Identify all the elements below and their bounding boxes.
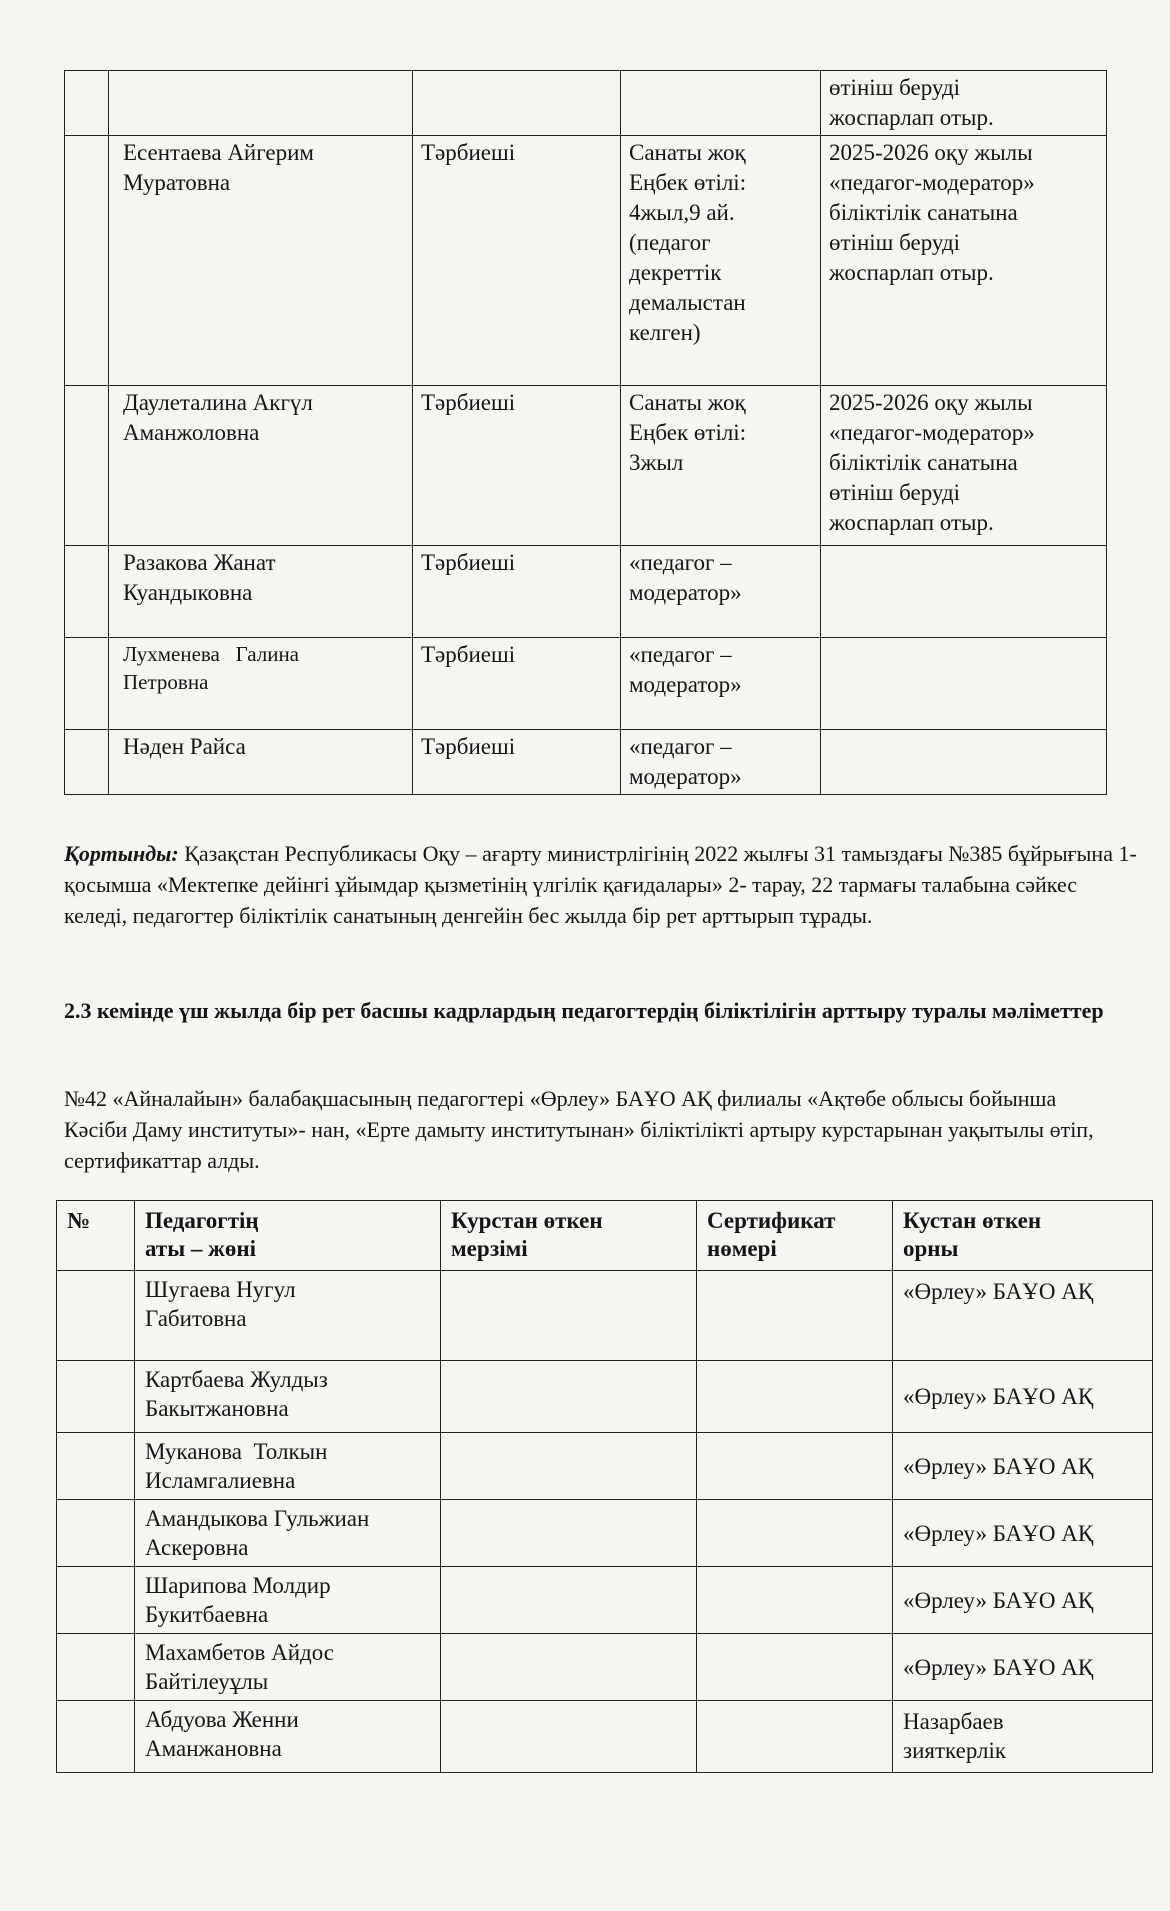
qualification-course-table [56, 1200, 1153, 1773]
cert-cell [697, 1271, 893, 1361]
position-cell: Тәрбиеші [413, 638, 621, 730]
plan-cell: 2025-2026 оқу жылы «педагог-модератор» біліктілік санатына өтініш беруді жоспарлап отыр. [821, 136, 1107, 386]
place-cell: «Өрлеу» БАҰО АҚ [893, 1433, 1153, 1500]
period-cell [441, 1701, 697, 1773]
table-row [57, 1500, 1153, 1567]
conclusion-text: Қазақстан Республикасы Оқу – ағарту министрлігінің 2022 жылғы 31 тамыздағы №385 бұйрығына 1- қосымша «Мектепке дейінгі ұйымдар қызметінің үлгілік қағидалары» 2- тарау, 22 тармағы талабына сәйкес келеді, педагогтер біліктілік санатының денгейін бес жылда бір рет арттырып тұрады. [64, 841, 1137, 928]
table-row [57, 1271, 1153, 1361]
period-cell [441, 1567, 697, 1634]
period-cell [441, 1500, 697, 1567]
category-cell: «педагог – модератор» [621, 546, 821, 638]
position-cell: Тәрбиеші [413, 730, 621, 795]
place-cell: «Өрлеу» БАҰО АҚ [893, 1634, 1153, 1701]
teacher-name-cell: Шарипова Молдир Букитбаевна [135, 1567, 441, 1634]
table-row [65, 136, 1107, 386]
table-header-row [57, 1201, 1153, 1271]
position-cell [413, 71, 621, 136]
cert-cell [697, 1567, 893, 1634]
table-cell [65, 546, 109, 638]
conclusion-label: Қортынды: [64, 841, 179, 866]
table-row [65, 638, 1107, 730]
category-cell: Санаты жоқ Еңбек өтілі: 4жыл,9 ай. (педагог декреттік демалыстан келген) [621, 136, 821, 386]
cert-cell [697, 1433, 893, 1500]
place-cell: Назарбаев зияткерлік [893, 1701, 1153, 1773]
plan-cell [821, 730, 1107, 795]
table-row [65, 71, 1107, 136]
teacher-name-cell: Махамбетов Айдос Байтілеуұлы [135, 1634, 441, 1701]
table-cell [65, 638, 109, 730]
position-cell: Тәрбиеші [413, 136, 621, 386]
place-cell: «Өрлеу» БАҰО АҚ [893, 1361, 1153, 1433]
table-row [57, 1567, 1153, 1634]
teacher-name-cell: Картбаева Жулдыз Бакытжановна [135, 1361, 441, 1433]
table-cell [65, 730, 109, 795]
teacher-name-cell: Муканова Толкын Исламгалиевна [135, 1433, 441, 1500]
plan-cell [821, 546, 1107, 638]
row-number-cell [57, 1433, 135, 1500]
category-cell: «педагог – модератор» [621, 638, 821, 730]
table-row [65, 546, 1107, 638]
plan-cell: өтініш беруді жоспарлап отыр. [821, 71, 1107, 136]
category-cell: «педагог – модератор» [621, 730, 821, 795]
place-cell: «Өрлеу» БАҰО АҚ [893, 1500, 1153, 1567]
row-number-cell [57, 1361, 135, 1433]
table-row [57, 1634, 1153, 1701]
table-row [65, 730, 1107, 795]
table-row [57, 1701, 1153, 1773]
col-header-place: Кустан өткен орны [893, 1201, 1153, 1271]
row-number-cell [57, 1500, 135, 1567]
category-cell: Санаты жоқ Еңбек өтілі: 3жыл [621, 386, 821, 546]
row-number-cell [57, 1634, 135, 1701]
table-row [57, 1361, 1153, 1433]
cert-cell [697, 1701, 893, 1773]
teacher-name-cell: Амандыкова Гульжиан Аскеровна [135, 1500, 441, 1567]
cert-cell [697, 1634, 893, 1701]
intro-paragraph: №42 «Айналайын» балабақшасының педагогтері «Өрлеу» БАҰО АҚ филиалы «Ақтөбе облысы бойынша Кәсіби Даму институты»- нан, «Ерте дамыту институтынан» біліктілікті артыру курстарынан уақытылы өтіп, сертификаттар алды. [64, 1086, 1094, 1173]
teacher-name-cell: Шугаева Нугул Габитовна [135, 1271, 441, 1361]
teacher-name-cell [109, 71, 413, 136]
col-header-cert: Сертификат нөмері [697, 1201, 893, 1271]
teacher-name-cell: Даулеталина Акгүл Аманжоловна [109, 386, 413, 546]
period-cell [441, 1271, 697, 1361]
teacher-name-cell: Есентаева Айгерим Муратовна [109, 136, 413, 386]
position-cell: Тәрбиеші [413, 386, 621, 546]
period-cell [441, 1433, 697, 1500]
conclusion-paragraph [64, 838, 1144, 931]
place-cell: «Өрлеу» БАҰО АҚ [893, 1567, 1153, 1634]
table-cell [65, 386, 109, 546]
position-cell: Тәрбиеші [413, 546, 621, 638]
row-number-cell [57, 1271, 135, 1361]
col-header-period: Курстан өткен мерзімі [441, 1201, 697, 1271]
col-header-num: № [57, 1201, 135, 1271]
cert-cell [697, 1361, 893, 1433]
staff-category-table [64, 70, 1107, 795]
place-cell: «Өрлеу» БАҰО АҚ [893, 1271, 1153, 1361]
table-row [57, 1433, 1153, 1500]
teacher-name-cell: Абдуова Женни Аманжановна [135, 1701, 441, 1773]
table-cell [65, 136, 109, 386]
section-heading: 2.3 кемінде үш жылда бір рет басшы кадрлардың педагогтердің біліктілігін арттыру туралы мәліметтер [64, 998, 1104, 1023]
teacher-name-cell: Нәден Райса [109, 730, 413, 795]
teacher-name-cell: Лухменева Галина Петровна [109, 638, 413, 730]
table-row [65, 386, 1107, 546]
period-cell [441, 1634, 697, 1701]
col-header-name: Педагогтің аты – жөні [135, 1201, 441, 1271]
period-cell [441, 1361, 697, 1433]
cert-cell [697, 1500, 893, 1567]
teacher-name-cell: Разакова Жанат Куандыковна [109, 546, 413, 638]
row-number-cell [57, 1701, 135, 1773]
table-cell [65, 71, 109, 136]
category-cell [621, 71, 821, 136]
plan-cell [821, 638, 1107, 730]
plan-cell: 2025-2026 оқу жылы «педагог-модератор» біліктілік санатына өтініш беруді жоспарлап отыр. [821, 386, 1107, 546]
row-number-cell [57, 1567, 135, 1634]
